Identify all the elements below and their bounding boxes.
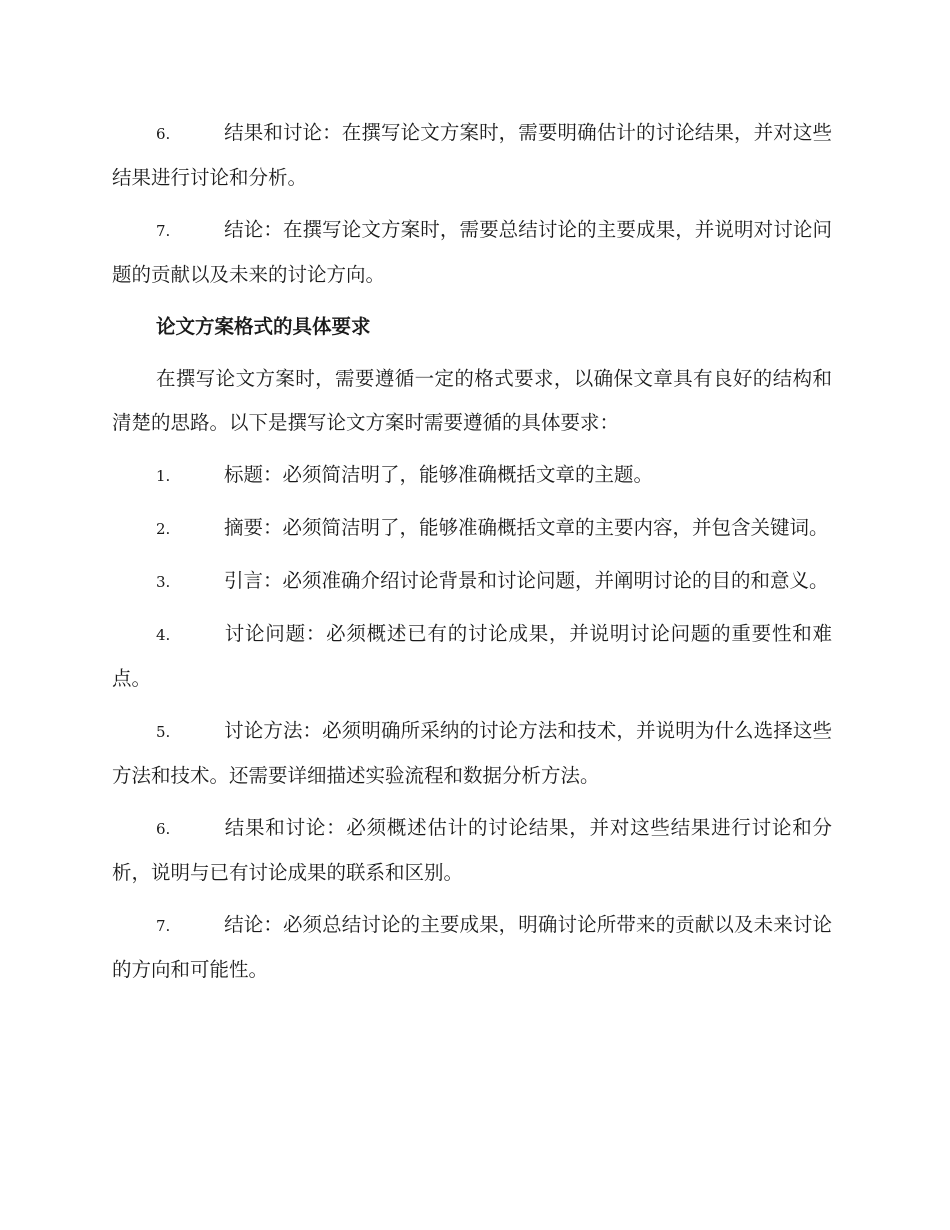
list-item — [112, 709, 832, 798]
list-text: 引言：必须准确介绍讨论背景和讨论问题，并阐明讨论的目的和意义。 — [224, 569, 829, 592]
list-item — [112, 453, 832, 498]
list-item — [112, 111, 832, 200]
list-number: 5. — [156, 723, 171, 741]
list-number: 4. — [156, 626, 171, 644]
list-item — [112, 612, 832, 701]
list-item — [112, 506, 832, 551]
list-text: 摘要：必须简洁明了，能够准确概括文章的主要内容，并包含关键词。 — [224, 516, 829, 539]
section-heading: 论文方案格式的具体要求 — [156, 315, 371, 338]
list-item — [112, 806, 832, 895]
intro-paragraph: 在撰写论文方案时，需要遵循一定的格式要求，以确保文章具有良好的结构和清楚的思路。以下是撰写论文方案时需要遵循的具体要求： — [112, 367, 832, 434]
list-number: 7. — [156, 222, 171, 240]
list-number: 7. — [156, 917, 171, 935]
list-text: 标题：必须简洁明了，能够准确概括文章的主题。 — [224, 463, 654, 486]
list-text: 结论：必须总结讨论的主要成果，明确讨论所带来的贡献以及未来讨论的方向和可能性。 — [112, 913, 832, 981]
list-text: 结论：在撰写论文方案时，需要总结讨论的主要成果，并说明对讨论问题的贡献以及未来的讨论方向。 — [112, 218, 832, 286]
list-item — [112, 903, 832, 992]
list-number: 6. — [156, 125, 171, 143]
list-number: 1. — [156, 467, 171, 485]
list-number: 6. — [156, 820, 171, 838]
list-text: 讨论方法：必须明确所采纳的讨论方法和技术，并说明为什么选择这些方法和技术。还需要详细描述实验流程和数据分析方法。 — [112, 719, 832, 787]
list-item — [112, 559, 832, 604]
list-text: 讨论问题：必须概述已有的讨论成果，并说明讨论问题的重要性和难点。 — [112, 622, 832, 690]
list-number: 3. — [156, 573, 171, 591]
list-text: 结果和讨论：必须概述估计的讨论结果，并对这些结果进行讨论和分析，说明与已有讨论成果的联系和区别。 — [112, 816, 832, 884]
list-text: 结果和讨论：在撰写论文方案时，需要明确估计的讨论结果，并对这些结果进行讨论和分析。 — [112, 121, 832, 189]
list-item — [112, 208, 832, 297]
list-number: 2. — [156, 520, 171, 538]
